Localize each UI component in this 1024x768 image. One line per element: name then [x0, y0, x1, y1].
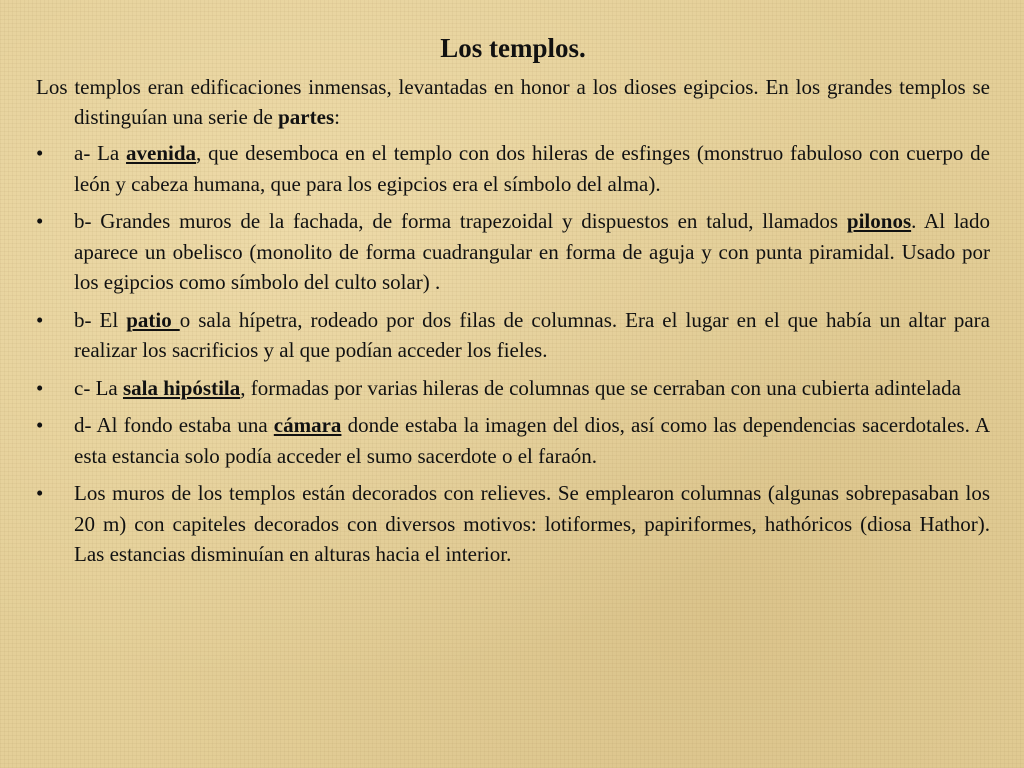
page-title: Los templos. [440, 33, 586, 63]
bullet-icon: • [36, 481, 44, 505]
intro-text-end: : [334, 105, 340, 129]
bullet-keyword: sala hipóstila [122, 375, 241, 400]
bullet-list [36, 138, 990, 570]
bullet-text: o sala hípetra, rodeado por dos filas de columnas. Era el lugar en el que había un altar para realizar los sacrificios y al que podían acceder los fieles. [74, 307, 990, 362]
bullet-icon: • [36, 209, 44, 233]
bullet-text: d- Al fondo estaba una [74, 413, 274, 437]
bullet-item-muros [36, 478, 990, 570]
bullet-item-pilonos [36, 206, 990, 298]
bullet-text: b- El [74, 307, 127, 332]
bullet-icon: • [36, 307, 44, 332]
bullet-text: , formadas por varias hileras de columnas que se cerraban con una cubierta adintelada [240, 375, 961, 400]
bullet-item-camara [36, 410, 990, 471]
bullet-text: donde estaba la imagen del dios, así como las dependencias sacerdotales. A esta estancia solo podía acceder el sumo sacerdote o el faraón. [74, 413, 990, 468]
bullet-keyword: avenida [126, 141, 197, 165]
bullet-text: Los muros de los templos están decorados con relieves. Se emplearon columnas (algunas sobrepasaban los 20 m) con capiteles decorados con diversos motivos: lotiformes, papiriformes, hathóricos (diosa Hathor). Las estancias disminuían en alturas hacia el interior. [74, 481, 990, 566]
bullet-text: b- Grandes muros de la fachada, de forma trapezoidal y dispuestos en talud, llamados [74, 209, 847, 233]
bullet-text: c- La [74, 375, 123, 400]
bullet-keyword: pilonos [846, 209, 912, 233]
bullet-icon: • [36, 141, 44, 165]
bullet-icon: • [36, 413, 44, 437]
bullet-text: . Al lado aparece un obelisco (monolito de forma cuadrangular en forma de aguja y con punta piramidal. Usado por los egipcios como símbolo del culto solar) . [74, 209, 990, 294]
bullet-text: , que desemboca en el templo con dos hileras de esfinges (monstruo fabuloso con cuerpo de león y cabeza humana, que para los egipcios era el símbolo del alma). [74, 141, 990, 196]
bullet-text: a- La [74, 141, 127, 165]
bullet-keyword: patio [126, 307, 180, 332]
bullet-keyword: cámara [273, 413, 342, 437]
slide [36, 30, 990, 577]
intro-keyword: partes [278, 105, 335, 129]
intro-paragraph [36, 72, 990, 132]
bullet-icon: • [36, 375, 44, 400]
bullet-item-patio [36, 305, 990, 366]
bullet-item-avenida [36, 138, 990, 199]
intro-text: Los templos eran edificaciones inmensas, levantadas en honor a los dioses egipcios. En los grandes templos se distinguían una serie de [36, 75, 990, 129]
bullet-item-sala-hipostila [36, 373, 990, 404]
